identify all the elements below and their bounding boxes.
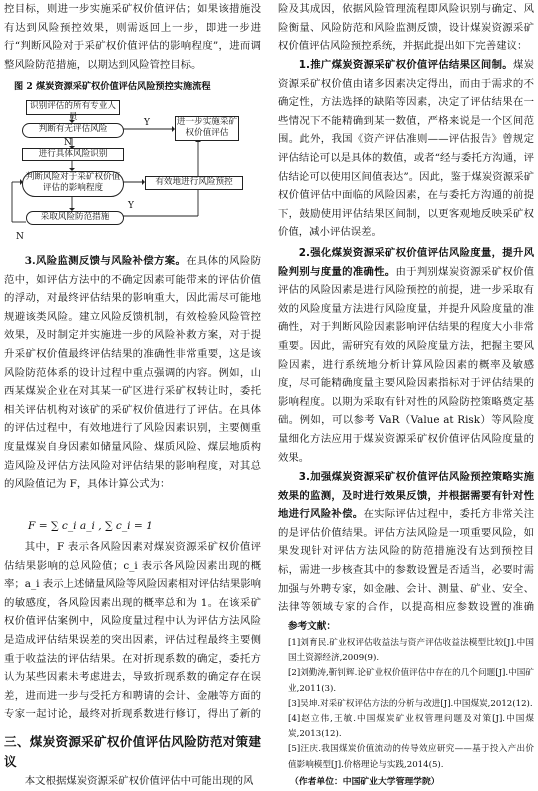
flow-effective-control-node: 有效地进行风险预控 — [145, 176, 243, 190]
flow-label-n-bottom: N — [16, 232, 24, 242]
author-affiliation: （作者单位：中国矿业大学管理学院） — [290, 776, 440, 787]
suggestion-2-body: 由于判别煤炭资源采矿权价值评估的风险因素是进行风险预控的前提，进一步采取有效的风险度量方法进行风险度量，并提升风险度量的准确性，对于判断风险因素影响评估结果的程度大小非常重要。因此，需研究有效的风险度量方法，把握主要风险因素，进行系统地分析计算风险因素的概率及敏感度，尽可能精确度量主要风险因素指标对于评估结果的影响程度。以期为采取有针对性的风险防控策略奠定基础。例如，可以参考 VaR（Value at Risk）等风险度量细化方法应用于煤炭资源采矿权价值评估风险度量的效果。 — [278, 265, 534, 464]
flow-label-n-top: N — [64, 138, 72, 148]
flow-label-y-bottom: Y — [128, 201, 134, 211]
left-paragraph-3 — [4, 252, 261, 514]
suggestion-1 — [278, 56, 534, 244]
reference-item: [4]赵立伟,王敏.中国煤炭矿业权管理问题及对策[J].中国煤炭,2013(12). — [288, 714, 534, 740]
reference-item: [1]刘育民.矿业权评估收益法与资产评估收益法模型比较[J].中国国土资源经济,2009(9). — [288, 638, 534, 664]
section-title: 三、煤炭资源采矿权价值评估风险防范对策建议 — [4, 734, 261, 769]
flow-identify-node: 进行具体风险识别 — [22, 148, 124, 161]
suggestion-1-body: 煤炭资源采矿权价值由诸多因素决定得出，而由于需求的不确定性，方法选择的缺陷等因素，决定了评估结果在一些情况下不能精确到某一数值，严格来说是一个区间范围。此外，我国《资产评估准则——评估报告》曾规定评估结论可以是具体的数值，或者“经与委托方沟通，评估结论可以使用区间值表达”。因此，鉴于煤炭资源采矿权价值评估中面临的风险因素，在与委托方沟通的前提下，鼓励使用评估结果区间制，以更客观地反映采矿权价值，减小评估误差。 — [278, 59, 534, 239]
left-paragraph-4: 其中，F 表示各风险因素对煤炭资源采矿权价值评估结果影响的总风险值；c_i 表示各风险因素出现的概率；a_i 表示上述储量风险等风险因素相对评估结果影响的敏感度，各风险因素出现的概率总和为 1。在该采矿权价值评估案例中，风险度量过程中认为评估方法风险是造成评估结果误差的突出因素，评估过程最终主要侧重于收益法的评估结果。在对折现系数的确定，委托方认为某些因素未考虑进去，导致折现系数的确定存在误差，进而进一步与受托方和聘请的会计、金融等方面的专家一起讨论，最终对折现系数进行修订，得出了新的 — [4, 541, 261, 721]
reference-item: [5]汪庆.我国煤炭价值流动的传导效应研究——基于投入产出价值影响模型[J].价格理论与实践,2014(5). — [288, 744, 534, 770]
flow-judge-risk-node: 判断有无评估风险 — [22, 123, 124, 138]
suggestion-2-heading: 2.强化煤炭资源采矿权价值评估风险度量，提升风险判别与度量的准确性。 — [278, 247, 534, 278]
figure-caption: 图 2 煤炭资源采矿权价值评估风险预控实施流程 — [14, 81, 211, 92]
flow-label-y-top: Y — [144, 118, 150, 128]
suggestion-1-heading: 1.推广煤炭资源采矿权价值评估结果区间制。 — [298, 59, 513, 71]
flow-measures-node: 采取风险防范措施 — [26, 211, 124, 225]
reference-item: [3]吴坤.对采矿权评估方法的分析与改进[J].中国煤炭,2012(12). — [288, 698, 533, 709]
left-column — [4, 0, 261, 791]
flow-impact-node: 判断风险对于采矿权价值评估的影响程度 — [22, 171, 124, 197]
left-intro-paragraph: 控目标，则进一步实施采矿权价值评估；如果该措施没有达到风险预控效果，则需返回上一步，即进一步进行“判断风险对于采矿权价值评估的影响程度”，进而调整风险防范措施，以期达到风险管控目标。 — [4, 3, 261, 71]
section-intro: 本文根据煤炭资源采矿权价值评估中可能出现的风 — [24, 775, 254, 787]
suggestion-3-heading: 3.加强煤炭资源采矿权价值评估风险预控策略实施效果的监测，及时进行效果反馈，并根据需要有针对性地进行风险补偿。 — [278, 471, 534, 521]
flow-next-step-node: 进一步实施采矿权价值评估 — [175, 116, 239, 141]
suggestion-3-body: 在实际评估过程中，委托方非常关注的是评估价值结果。评估方法风险是一项重要风险，如果发现针对评估方法风险的防范措施没有达到预控目标，需进一步核查其中的参数设置是否适当，必要时需加强与外聘专家，如金融、会计、测量、矿业、安全、法律等领域专家的合作，以提高相应参数设置的准确 — [278, 508, 534, 614]
flowchart — [4, 96, 261, 252]
references-heading: 参考文献： — [288, 621, 336, 632]
suggestion-2 — [278, 244, 534, 468]
suggestion-3 — [278, 468, 534, 618]
reference-item: [2]刘勤涛,靳钊辉.论矿业权价值评估中存在的几个问题[J].中国矿业,2011(3). — [288, 668, 534, 694]
right-column — [278, 0, 534, 791]
paragraph-3-heading: 3.风险监测反馈与风险补偿方案。 — [24, 255, 187, 267]
risk-formula: F = ∑ c_i a_i , ∑ c_i = 1 — [28, 520, 153, 532]
flow-start-node: 识别评估的所有专业人员 — [26, 100, 120, 115]
right-intro-paragraph: 险及其成因，依据风险管理流程即风险识别与确定、风险衡量、风险防范和风险监测反馈，设计煤炭资源采矿权价值评估风险预控系统，并据此提出如下完善建议： — [278, 3, 534, 53]
paragraph-3-body: 在具体的风险防范中，如评估方法中的不确定因素可能带来的评估价值的浮动，对最终评估结果的影响重大，因此需尽可能地规避该类风险。建立风险反馈机制，有效检验风险管控效果，及时制定并实施进一步的风险补救方案，对于提升采矿权价值最终评估结果的准确性非常重要，这是该风险防范体系的设计过程中重点强调的内容。例如，山西某煤炭企业在对其某一矿区进行采矿权转让时，委托相关评估机构对该矿的采矿权价值进行了评估。在具体的评估过程中，有效地进行了风险因素识别，主要侧重度量煤炭自身因素如储量风险、煤质风险、煤层地质构造风险及评估方法风险对评估结果的影响程度，对其总的风险值记为 F，具体计算公式为： — [4, 255, 261, 491]
